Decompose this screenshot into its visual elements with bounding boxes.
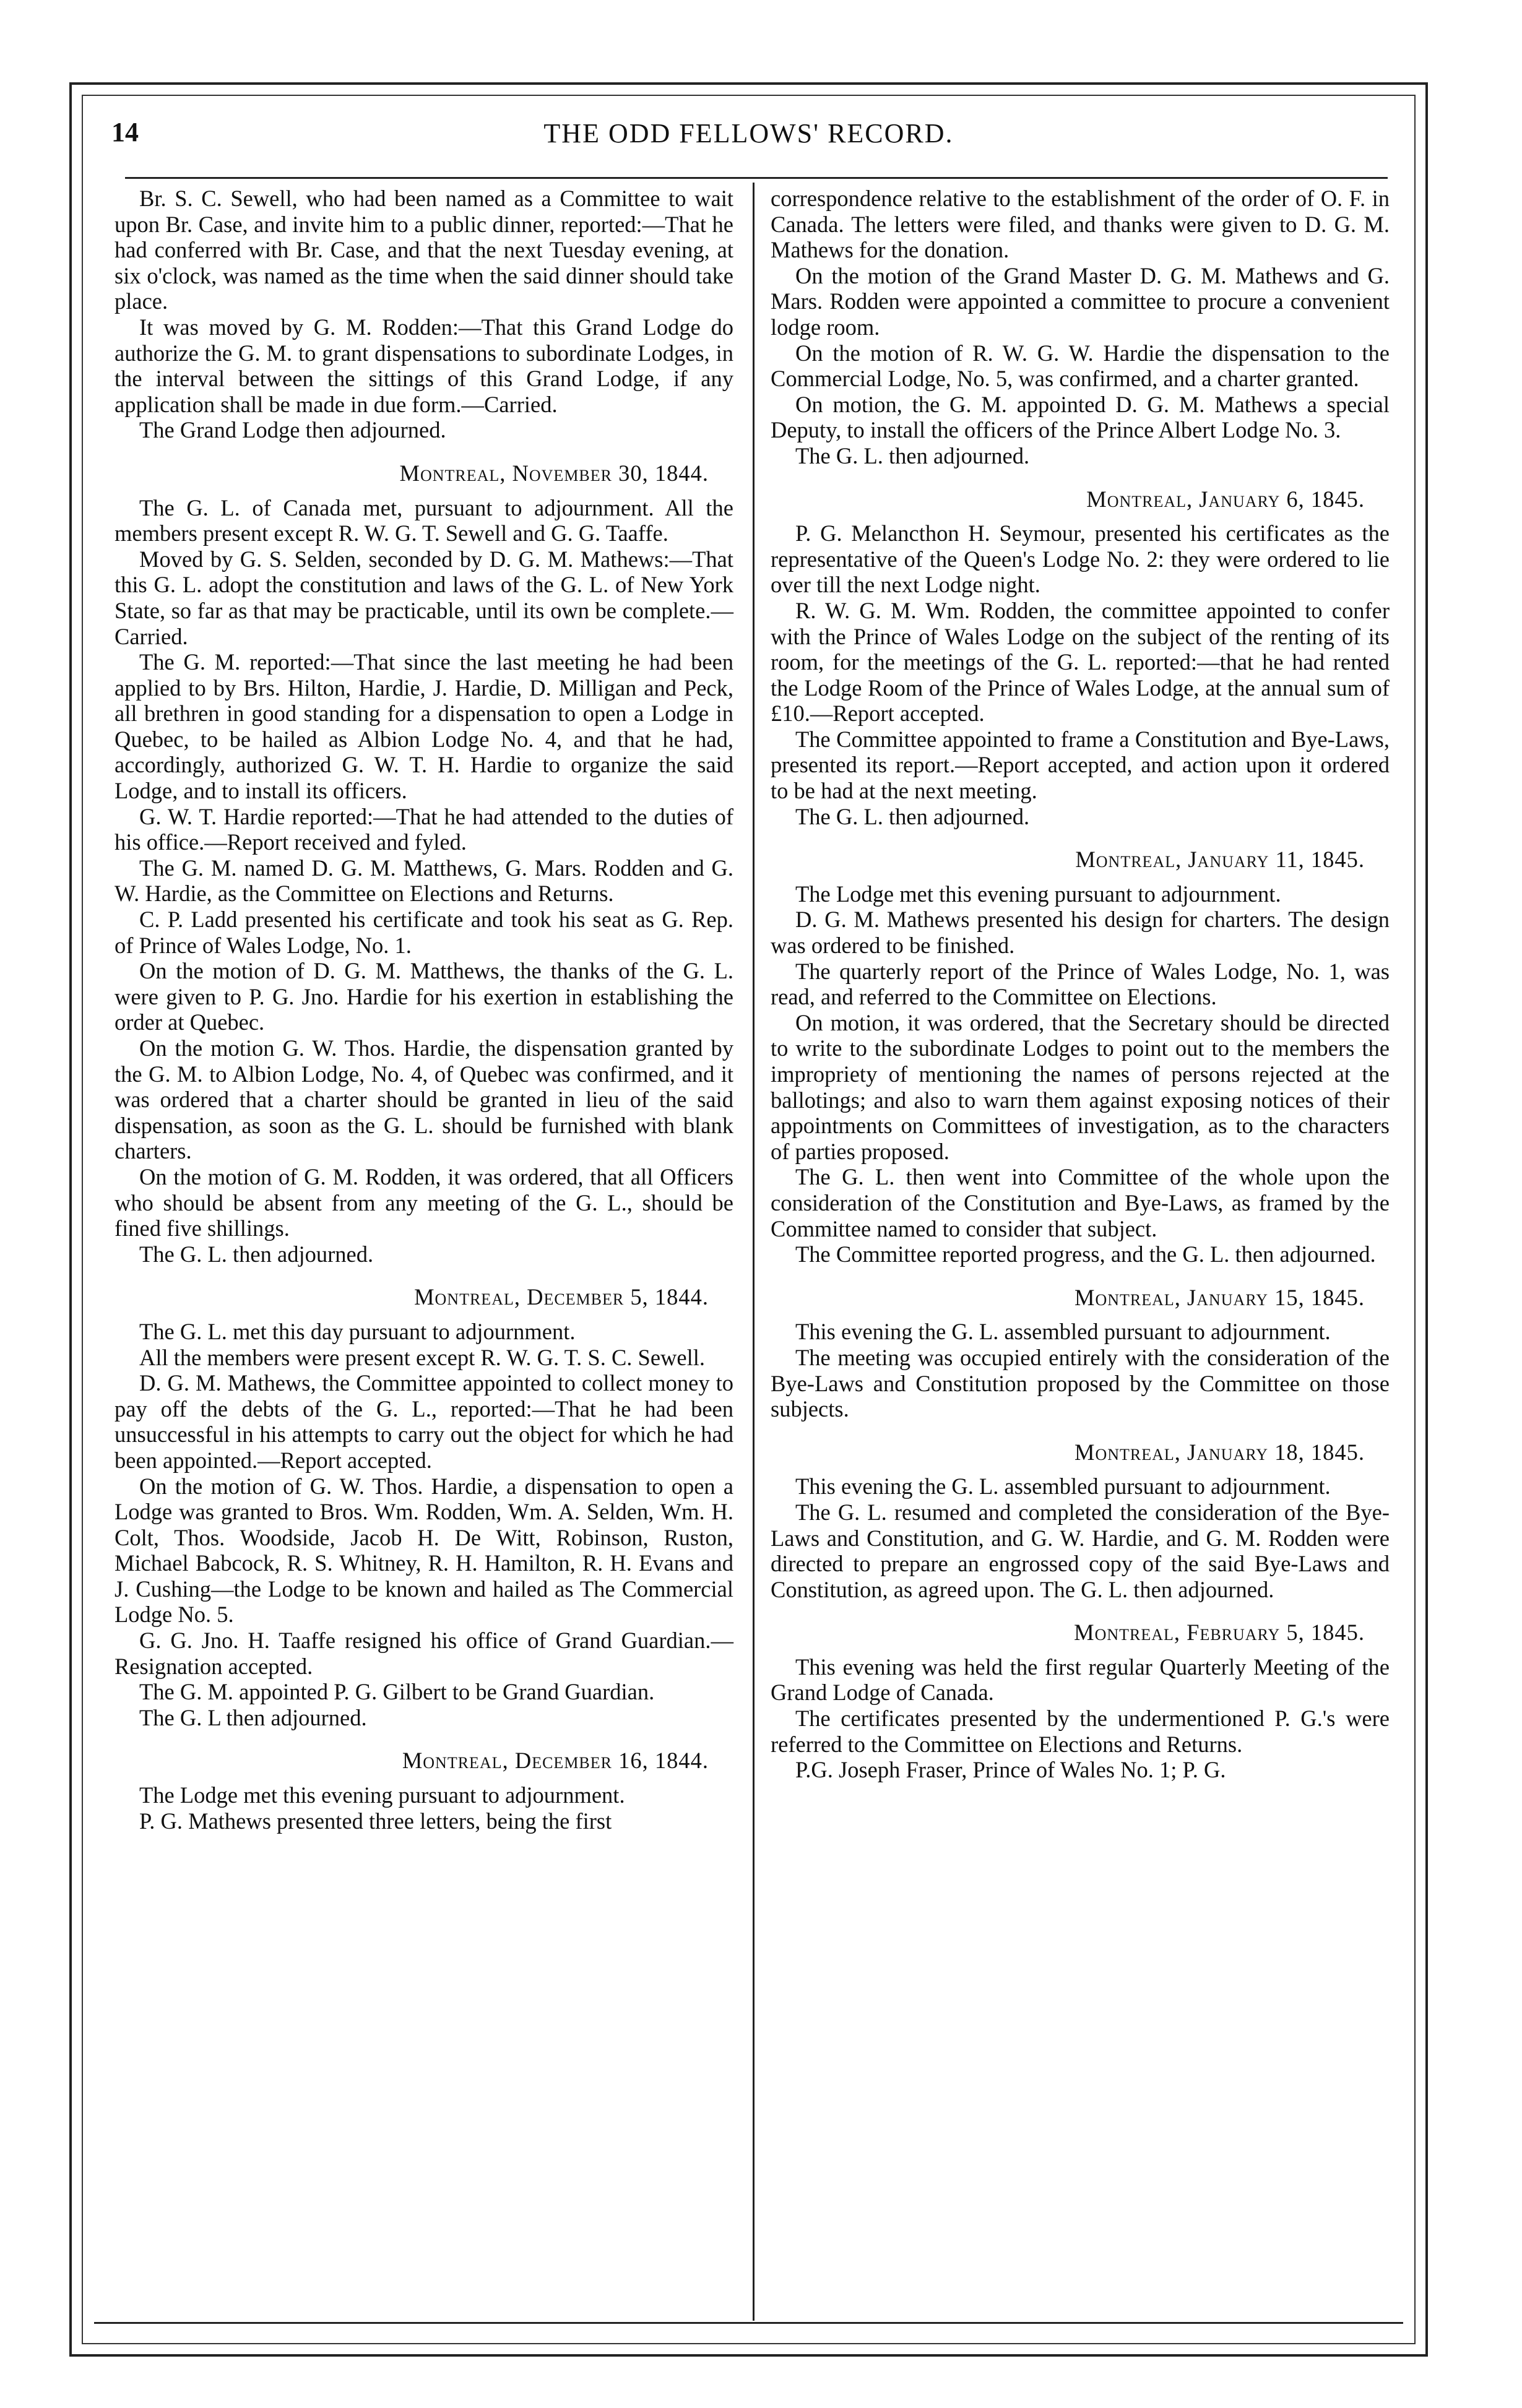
- dateline: Montreal, December 5, 1844.: [414, 1284, 709, 1310]
- paragraph: This evening the G. L. assembled pursuant to adjournment.: [795, 1319, 1331, 1345]
- paragraph: The G. L. of Canada met, pursuant to adjournment. All the members present except R. W. G. T. Sewell and G. G. Taaffe.: [115, 494, 733, 546]
- running-title: THE ODD FELLOWS' RECORD.: [543, 118, 954, 149]
- paragraph: On the motion of D. G. M. Matthews, the thanks of the G. L. were given to P. G. Jno. Hardie for his exertion in establishing the order at Quebec.: [115, 958, 733, 1035]
- paragraph: The G. M. appointed P. G. Gilbert to be Grand Guardian.: [139, 1679, 655, 1705]
- paragraph: On the motion G. W. Thos. Hardie, the dispensation granted by the G. M. to Albion Lodge, No. 4, of Quebec was confirmed, and it was ordered that a charter should be granted in lieu of the said dispensation, as soon as the G. L. should be furnished with blank charters.: [115, 1035, 733, 1164]
- right-column: [771, 186, 1390, 1783]
- dateline: Montreal, January 18, 1845.: [1074, 1439, 1365, 1465]
- paragraph: The G. M. named D. G. M. Matthews, G. Mars. Rodden and G. W. Hardie, as the Committee on Elections and Returns.: [115, 855, 733, 907]
- paragraph: The meeting was occupied entirely with the consideration of the Bye-Laws and Constitution proposed by the Committee on those subjects.: [771, 1344, 1390, 1422]
- page-header: [94, 111, 1403, 161]
- paragraph: Br. S. C. Sewell, who had been named as a Committee to wait upon Br. Case, and invite him to a public dinner, reported:—That he had conferred with Br. Case, and that the next Tuesday evening, at six o'clock, was named as the time when the said dinner should take place.: [115, 186, 733, 314]
- paragraph: The G. L. then went into Committee of the whole upon the consideration of the Constitution and Bye-Laws, as framed by the Committee named to consider that subject.: [771, 1164, 1390, 1241]
- paragraph: The G. L. resumed and completed the consideration of the Bye-Laws and Constitution, and G. W. Hardie, and G. M. Rodden were directed to prepare an engrossed copy of the said Bye-Laws and Constitution, as agreed upon. The G. L. then adjourned.: [771, 1499, 1390, 1602]
- paragraph: On the motion of the Grand Master D. G. M. Mathews and G. Mars. Rodden were appointed a committee to procure a convenient lodge room.: [771, 262, 1390, 340]
- paragraph: D. G. M. Mathews presented his design for charters. The design was ordered to be finished.: [771, 907, 1390, 959]
- paragraph: The Lodge met this evening pursuant to adjournment.: [139, 1782, 625, 1808]
- paragraph: The G. L. then adjourned.: [139, 1241, 374, 1267]
- paragraph: Moved by G. S. Selden, seconded by D. G. M. Mathews:—That this G. L. adopt the constitution and laws of the G. L. of New York State, so far as that may be practicable, until its own be complete.—Carried.: [115, 546, 733, 649]
- paragraph: This evening was held the first regular Quarterly Meeting of the Grand Lodge of Canada.: [771, 1654, 1390, 1706]
- paragraph: The certificates presented by the undermentioned P. G.'s were referred to the Committee on Elections and Returns.: [771, 1706, 1390, 1757]
- header-rule: [125, 177, 1388, 179]
- paragraph: All the members were present except R. W. G. T. S. C. Sewell.: [139, 1344, 706, 1370]
- paragraph: On the motion of R. W. G. W. Hardie the dispensation to the Commercial Lodge, No. 5, was confirmed, and a charter granted.: [771, 340, 1390, 392]
- paragraph: It was moved by G. M. Rodden:—That this Grand Lodge do authorize the G. M. to grant dispensations to subordinate Lodges, in the interval between the sittings of this Grand Lodge, if any application shall be made in due form.—Carried.: [115, 314, 733, 417]
- dateline: Montreal, November 30, 1844.: [399, 460, 709, 486]
- paragraph: The Committee reported progress, and the G. L. then adjourned.: [795, 1241, 1376, 1267]
- paragraph: P. G. Melancthon H. Seymour, presented his certificates as the representative of the Queen's Lodge No. 2: they were ordered to lie over till the next Lodge night.: [771, 520, 1390, 598]
- dateline: Montreal, January 6, 1845.: [1086, 486, 1365, 512]
- paragraph: C. P. Ladd presented his certificate and took his seat as G. Rep. of Prince of Wales Lodge, No. 1.: [115, 907, 733, 958]
- paragraph: The G. L. then adjourned.: [795, 442, 1030, 468]
- paragraph: The Lodge met this evening pursuant to adjournment.: [795, 881, 1281, 907]
- paragraph: The Committee appointed to frame a Constitution and Bye-Laws, presented its report.—Report accepted, and action upon it ordered to be had at the next meeting.: [771, 726, 1390, 804]
- paragraph: The G. L. met this day pursuant to adjournment.: [139, 1318, 576, 1344]
- page-number: 14: [111, 117, 139, 147]
- paragraph: P. G. Mathews presented three letters, being the first: [139, 1808, 612, 1834]
- paragraph: On the motion of G. M. Rodden, it was ordered, that all Officers who should be absent from any meeting of the G. L., should be fined five shillings.: [115, 1163, 733, 1241]
- paragraph: On the motion of G. W. Thos. Hardie, a dispensation to open a Lodge was granted to Bros. Wm. Rodden, Wm. A. Selden, Wm. H. Colt, Thos. Woodside, Jacob H. De Witt, Robinson, Ruston, Michael Babcock, R. S. Whitney, R. H. Hamilton, R. H. Evans and J. Cushing—the Lodge to be known and hailed as The Commercial Lodge No. 5.: [115, 1473, 733, 1628]
- paragraph: On motion, it was ordered, that the Secretary should be directed to write to the subordinate Lodges to point out to the members the impropriety of mentioning the names of persons rejected at the ballotings; and also to warn them against exposing notices of their appointments on Committees of investigation, as to the characters of parties proposed.: [771, 1009, 1390, 1164]
- dateline: Montreal, February 5, 1845.: [1074, 1620, 1365, 1646]
- dateline: Montreal, January 15, 1845.: [1074, 1284, 1365, 1310]
- paragraph: The G. L. then adjourned.: [795, 803, 1030, 829]
- paragraph: D. G. M. Mathews, the Committee appointed to collect money to pay off the debts of the G. L., reported:—That he had been unsuccessful in his attempts to carry out the object for which he had been appointed.—Report accepted.: [115, 1370, 733, 1473]
- paragraph: P.G. Joseph Fraser, Prince of Wales No. 1; P. G.: [795, 1757, 1226, 1783]
- paragraph: The Grand Lodge then adjourned.: [139, 417, 446, 443]
- paragraph: R. W. G. M. Wm. Rodden, the committee appointed to confer with the Prince of Wales Lodge on the subject of the renting of its room, for the meetings of the G. L. reported:—that he had rented the Lodge Room of the Prince of Wales Lodge, at the annual sum of £10.—Report accepted.: [771, 597, 1390, 727]
- paragraph: On motion, the G. M. appointed D. G. M. Mathews a special Deputy, to install the officers of the Prince Albert Lodge No. 3.: [771, 391, 1390, 443]
- paragraph: The quarterly report of the Prince of Wales Lodge, No. 1, was read, and referred to the Committee on Elections.: [771, 958, 1390, 1010]
- left-column: [115, 186, 733, 1834]
- paragraph: This evening the G. L. assembled pursuant to adjournment.: [795, 1474, 1331, 1500]
- column-divider: [753, 183, 755, 2321]
- dateline: Montreal, January 11, 1845.: [1075, 847, 1365, 873]
- paragraph: The G. L then adjourned.: [139, 1704, 367, 1730]
- dateline: Montreal, December 16, 1844.: [402, 1748, 709, 1774]
- paragraph: G. G. Jno. H. Taaffe resigned his office of Grand Guardian.—Resignation accepted.: [115, 1628, 733, 1679]
- paragraph: correspondence relative to the establishment of the order of O. F. in Canada. The letters were filed, and thanks were given to D. G. M. Mathews for the donation.: [771, 186, 1390, 263]
- paragraph: The G. M. reported:—That since the last meeting he had been applied to by Brs. Hilton, Hardie, J. Hardie, D. Milligan and Peck, all brethren in good standing for a dispensation to open a Lodge in Quebec, to be hailed as Albion Lodge No. 4, and that he had, accordingly, authorized G. W. T. H. Hardie to organize the said Lodge, and to install its officers.: [115, 649, 733, 804]
- paragraph: G. W. T. Hardie reported:—That he had attended to the duties of his office.—Report received and fyled.: [115, 803, 733, 855]
- bottom-rule: [94, 2322, 1403, 2324]
